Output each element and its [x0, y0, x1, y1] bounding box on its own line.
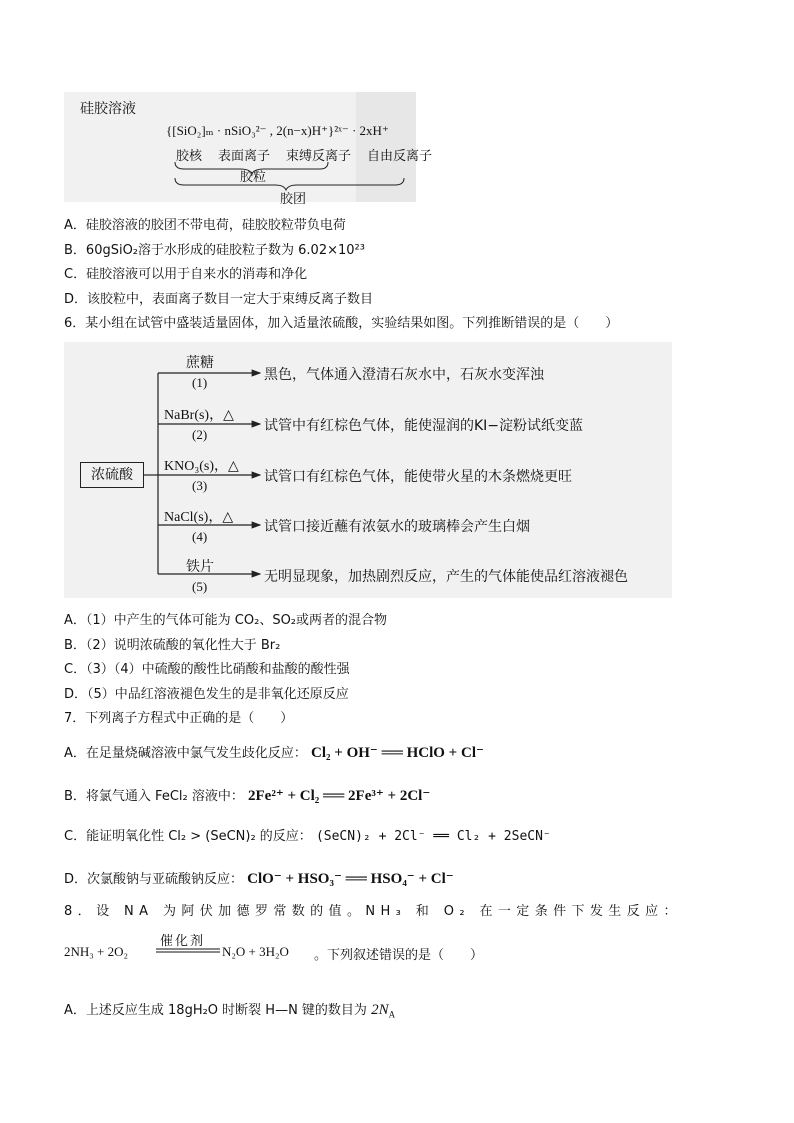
branch-5-reagent: 铁片: [186, 560, 214, 575]
q8-option-a-value: 2N: [371, 1002, 389, 1018]
branch-3-result: 试管口有红棕色气体，能使带火星的木条燃烧更旺: [264, 469, 572, 485]
q8-option-a: [64, 1001, 395, 1024]
label-particle: 胶粒: [240, 170, 267, 185]
q8-reaction-arrow: [156, 947, 220, 955]
q7-option-d-text: D．次氯酸钠与亚硫酸钠反应：: [64, 872, 244, 887]
q7-option-c-equation: (SeCN)₂ + 2Cl⁻ ══ Cl₂ + 2SeCN⁻: [315, 829, 551, 844]
q6-option-d: D．（5）中品红溶液褪色发生的是非氧化还原反应: [64, 687, 349, 702]
branch-4-reagent: NaCl(s)，△: [164, 510, 234, 525]
q8-stem: 8．设 NA 为阿伏加德罗常数的值。NH₃ 和 O₂ 在一定条件下发生反应：: [64, 904, 682, 919]
branch-2-num: (2): [192, 427, 208, 442]
center-box: [80, 462, 144, 488]
q8-eq-left: 2NH₃ + 2O₂: [64, 944, 129, 959]
q7-option-a-equation: Cl₂ + OH⁻ ══ HClO + Cl⁻: [311, 745, 484, 761]
q7-option-b: [64, 787, 430, 806]
label-free-counterion: 自由反离子: [367, 149, 433, 164]
branch-2-reagent: NaBr(s)，△: [164, 408, 234, 423]
q6-option-b: B．（2）说明浓硫酸的氧化性大于 Br₂: [64, 638, 281, 653]
q8-eq-right: N₂O + 3H₂O: [222, 944, 289, 959]
label-micelle: 胶团: [280, 192, 307, 207]
branch-3-reagent: KNO₃(s)，△: [164, 459, 239, 474]
q5-option-b: B．60gSiO₂溶于水形成的硅胶粒子数为 6.02×10²³: [64, 243, 365, 258]
q6-stem: 6．某小组在试管中盛装适量固体，加入适量浓硫酸，实验结果如图。下列推断错误的是（ ）: [64, 316, 619, 331]
branch-4-num: (4): [192, 529, 208, 544]
q6-option-c: C．（3）（4）中硫酸的酸性比硝酸和盐酸的酸性强: [64, 662, 350, 677]
label-core: 胶核: [176, 149, 203, 164]
q5-option-d: D．该胶粒中，表面离子数目一定大于束缚反离子数目: [64, 292, 374, 307]
q7-option-b-text: B．将氯气通入 FeCl₂ 溶液中：: [64, 789, 244, 804]
branch-4-result: 试管口接近蘸有浓氨水的玻璃棒会产生白烟: [264, 519, 530, 535]
branch-1-num: (1): [192, 375, 208, 390]
branch-3-num: (3): [192, 478, 208, 493]
micelle-formula: {[SiO₂]ₘ · nSiO₃²⁻ , 2(n−x)H⁺}²ˣ⁻ · 2xH⁺: [166, 123, 389, 138]
q5-option-a: A．硅胶溶液的胶团不带电荷，硅胶胶粒带负电荷: [64, 218, 346, 233]
q7-option-d: [64, 870, 454, 889]
q7-stem: 7．下列离子方程式中正确的是（ ）: [64, 711, 294, 726]
center-label: 浓硫酸: [91, 467, 133, 483]
q7-option-a-text: A．在足量烧碱溶液中氯气发生歧化反应：: [64, 746, 307, 761]
branch-1-result: 黑色，气体通入澄清石灰水中，石灰水变浑浊: [264, 367, 544, 383]
q8-catalyst: 催化剂: [160, 934, 206, 949]
q8-eq-tail: 。下列叙述错误的是（ ）: [314, 948, 484, 963]
q8-option-a-text: A．上述反应生成 18gH₂O 时断裂 H—N 键的数目为: [64, 1003, 367, 1018]
q5-option-c: C．硅胶溶液可以用于自来水的消毒和净化: [64, 267, 308, 282]
label-surface-ion: 表面离子: [218, 149, 271, 164]
q6-option-a: A．（1）中产生的气体可能为 CO₂、SO₂或两者的混合物: [64, 613, 388, 628]
q7-option-c-text: C．能证明氧化性 Cl₂ > (SeCN)₂ 的反应：: [64, 829, 312, 844]
figure-title: 硅胶溶液: [80, 101, 136, 117]
branch-5-num: (5): [192, 579, 208, 594]
label-bound-counterion: 束缚反离子: [286, 149, 352, 164]
q8-option-a-sub: A: [388, 1009, 396, 1020]
branch-2-result: 试管中有红棕色气体，能使湿润的KI−淀粉试纸变蓝: [264, 418, 584, 434]
q7-option-d-equation: ClO⁻ + HSO₃⁻ ══ HSO₄⁻ + Cl⁻: [247, 871, 454, 887]
q7-option-a: [64, 744, 484, 763]
q7-option-b-equation: 2Fe²⁺ + Cl₂ ══ 2Fe³⁺ + 2Cl⁻: [248, 788, 431, 804]
branch-1-reagent: 蔗糖: [186, 356, 214, 371]
q7-option-c: [64, 828, 551, 846]
branch-5-result: 无明显现象，加热剧烈反应，产生的气体能使品红溶液褪色: [264, 569, 628, 585]
